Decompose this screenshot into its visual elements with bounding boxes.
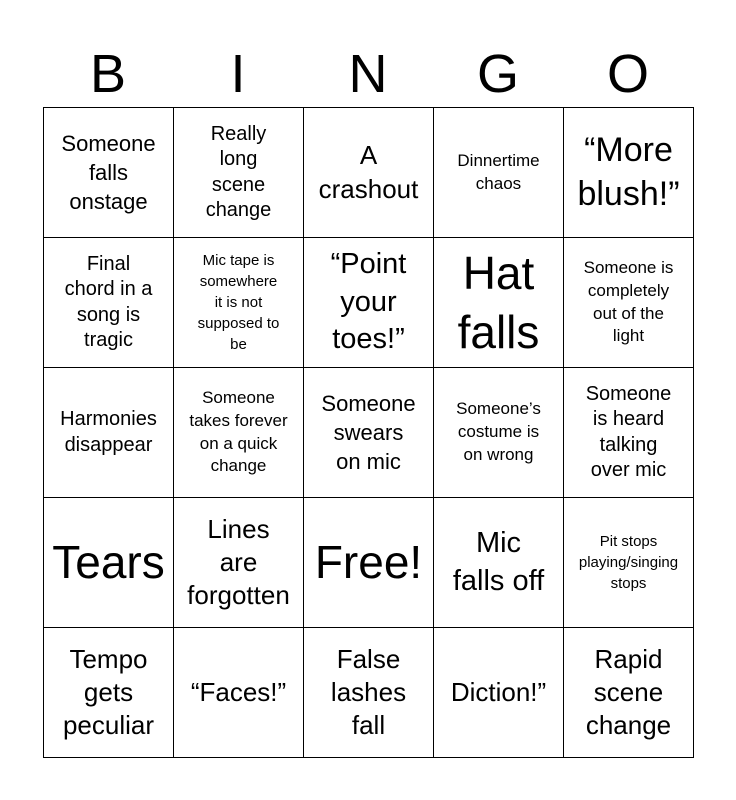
header-letter-i: I [230, 44, 246, 104]
header-letter-o: O [606, 44, 649, 104]
bingo-cell[interactable] [434, 238, 564, 368]
bingo-cell[interactable] [564, 108, 694, 238]
cell-label: False lashes fall [330, 643, 407, 741]
cell-label: Someone is heard talking over mic [585, 382, 672, 481]
free-space-label: Free! [314, 536, 423, 589]
header-letter-n: N [348, 44, 388, 104]
cell-label: A crashout [318, 140, 419, 204]
bingo-cell[interactable] [44, 108, 174, 238]
bingo-board [43, 107, 694, 758]
bingo-cell[interactable] [304, 238, 434, 368]
cell-label: Hat falls [457, 247, 540, 358]
bingo-cell[interactable] [434, 368, 564, 498]
cell-label: Rapid scene change [585, 643, 672, 741]
bingo-cell[interactable] [434, 108, 564, 238]
bingo-cell[interactable] [174, 628, 304, 758]
header-letter-b: B [89, 44, 127, 104]
bingo-cell[interactable] [564, 368, 694, 498]
cell-label: Someone swears on mic [321, 390, 416, 475]
bingo-cell[interactable] [174, 368, 304, 498]
cell-label: Someone is completely out of the light [583, 257, 674, 346]
bingo-cell[interactable] [44, 238, 174, 368]
cell-label: Lines are forgotten [187, 513, 290, 611]
bingo-cell[interactable] [564, 238, 694, 368]
bingo-cell[interactable] [174, 238, 304, 368]
cell-label: Mic tape is somewhere it is not supposed to be [197, 252, 280, 353]
cell-label: Really long scene change [205, 122, 272, 221]
cell-label: Someone’s costume is on wrong [456, 399, 541, 464]
cell-label: Someone falls onstage [61, 130, 156, 215]
cell-label: Mic falls off [452, 526, 545, 597]
bingo-cell[interactable] [304, 108, 434, 238]
bingo-cell[interactable] [304, 368, 434, 498]
bingo-cell[interactable] [564, 628, 694, 758]
cell-label: Diction!” [450, 676, 547, 707]
bingo-cell[interactable] [44, 498, 174, 628]
bingo-cell[interactable] [174, 498, 304, 628]
cell-label: Tempo gets peculiar [62, 643, 155, 741]
bingo-cell[interactable] [564, 498, 694, 628]
header-letter-g: G [476, 44, 519, 104]
cell-label: Someone takes forever on a quick change [189, 387, 288, 476]
bingo-cell[interactable] [174, 108, 304, 238]
cell-label: “More blush!” [577, 130, 680, 213]
bingo-cell[interactable] [434, 498, 564, 628]
bingo-header [43, 40, 693, 108]
cell-label: “Faces!” [190, 676, 287, 707]
cell-label: Final chord in a song is tragic [64, 252, 153, 351]
free-space-cell[interactable] [304, 498, 434, 628]
bingo-cell[interactable] [304, 628, 434, 758]
cell-label: “Point your toes!” [330, 247, 407, 356]
cell-label: Pit stops playing/singing stops [578, 533, 679, 592]
cell-label: Harmonies disappear [60, 408, 157, 456]
cell-label: Dinnertime chaos [457, 150, 540, 193]
bingo-cell[interactable] [44, 628, 174, 758]
bingo-cell[interactable] [434, 628, 564, 758]
cell-label: Tears [52, 536, 165, 589]
bingo-cell[interactable] [44, 368, 174, 498]
